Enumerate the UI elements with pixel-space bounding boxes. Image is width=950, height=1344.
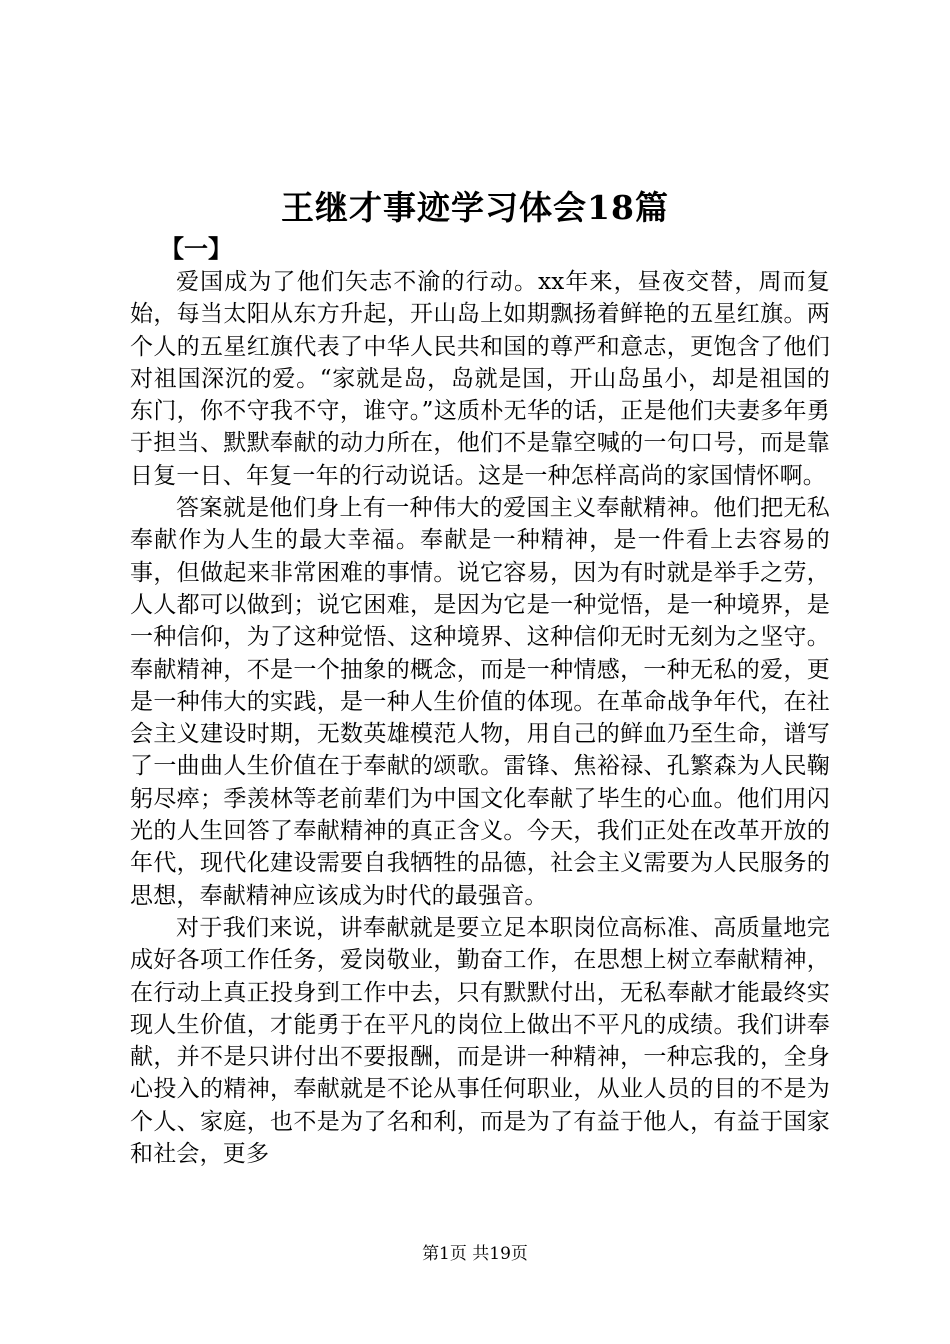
document-title: 王继才事迹学习体会18篇 <box>281 188 669 227</box>
paragraph: 答案就是他们身上有一种伟大的爱国主义奉献精神。他们把无私奉献作为人生的最大幸福。奉献是一种精神，是一件看上去容易的事，但做起来非常困难的事情。说它容易，因为有时就是举手之劳，人人都可以做到；说它困难，是因为它是一种觉悟，是一种境界，是一种信仰，为了这种觉悟、这种境界、这种信仰无时无刻为之坚守。奉献精神，不是一个抽象的概念，而是一种情感，一种无私的爱，更是一种伟大的实践，是一种人生价值的体现。在革命战争年代，在社会主义建设时期，无数英雄模范人物，用自己的鲜血乃至生命，谱写了一曲曲人生价值在于奉献的颂歌。雷锋、焦裕禄、孔繁森为人民鞠躬尽瘁；季羡林等老前辈们为中国文化奉献了毕生的心血。他们用闪光的人生回答了奉献精神的真正含义。今天，我们正处在改革开放的年代，现代化建设需要自我牺牲的品德，社会主义需要为人民服务的思想，奉献精神应该成为时代的最强音。 <box>130 495 830 909</box>
section-heading: 【一】 <box>160 234 232 263</box>
paragraph: 对于我们来说，讲奉献就是要立足本职岗位高标准、高质量地完成好各项工作任务，爱岗敬业，勤奋工作，在思想上树立奉献精神，在行动上真正投身到工作中去，只有默默付出，无私奉献才能最终实现人生价值，才能勇于在平凡的岗位上做出不平凡的成绩。我们讲奉献，并不是只讲付出不要报酬，而是讲一种精神，一种忘我的，全身心投入的精神，奉献就是不论从事任何职业，从业人员的目的不是为个人、家庭，也不是为了名和利，而是为了有益于他人，有益于国家和社会，更多 <box>130 914 830 1168</box>
document-body <box>130 266 830 1170</box>
page-footer: 第1页 共19页 <box>422 1244 528 1264</box>
paragraph: 爱国成为了他们矢志不渝的行动。xx年来，昼夜交替，周而复始，每当太阳从东方升起，开山岛上如期飘扬着鲜艳的五星红旗。两个人的五星红旗代表了中华人民共和国的尊严和意志，更饱含了他们对祖国深沉的爱。“家就是岛，岛就是国，开山岛虽小，却是祖国的东门，你不守我不守，谁守。”这质朴无华的话，正是他们夫妻多年勇于担当、默默奉献的动力所在，他们不是靠空喊的一句口号，而是靠日复一日、年复一年的行动说话。这是一种怎样高尚的家国情怀啊。 <box>130 269 830 489</box>
